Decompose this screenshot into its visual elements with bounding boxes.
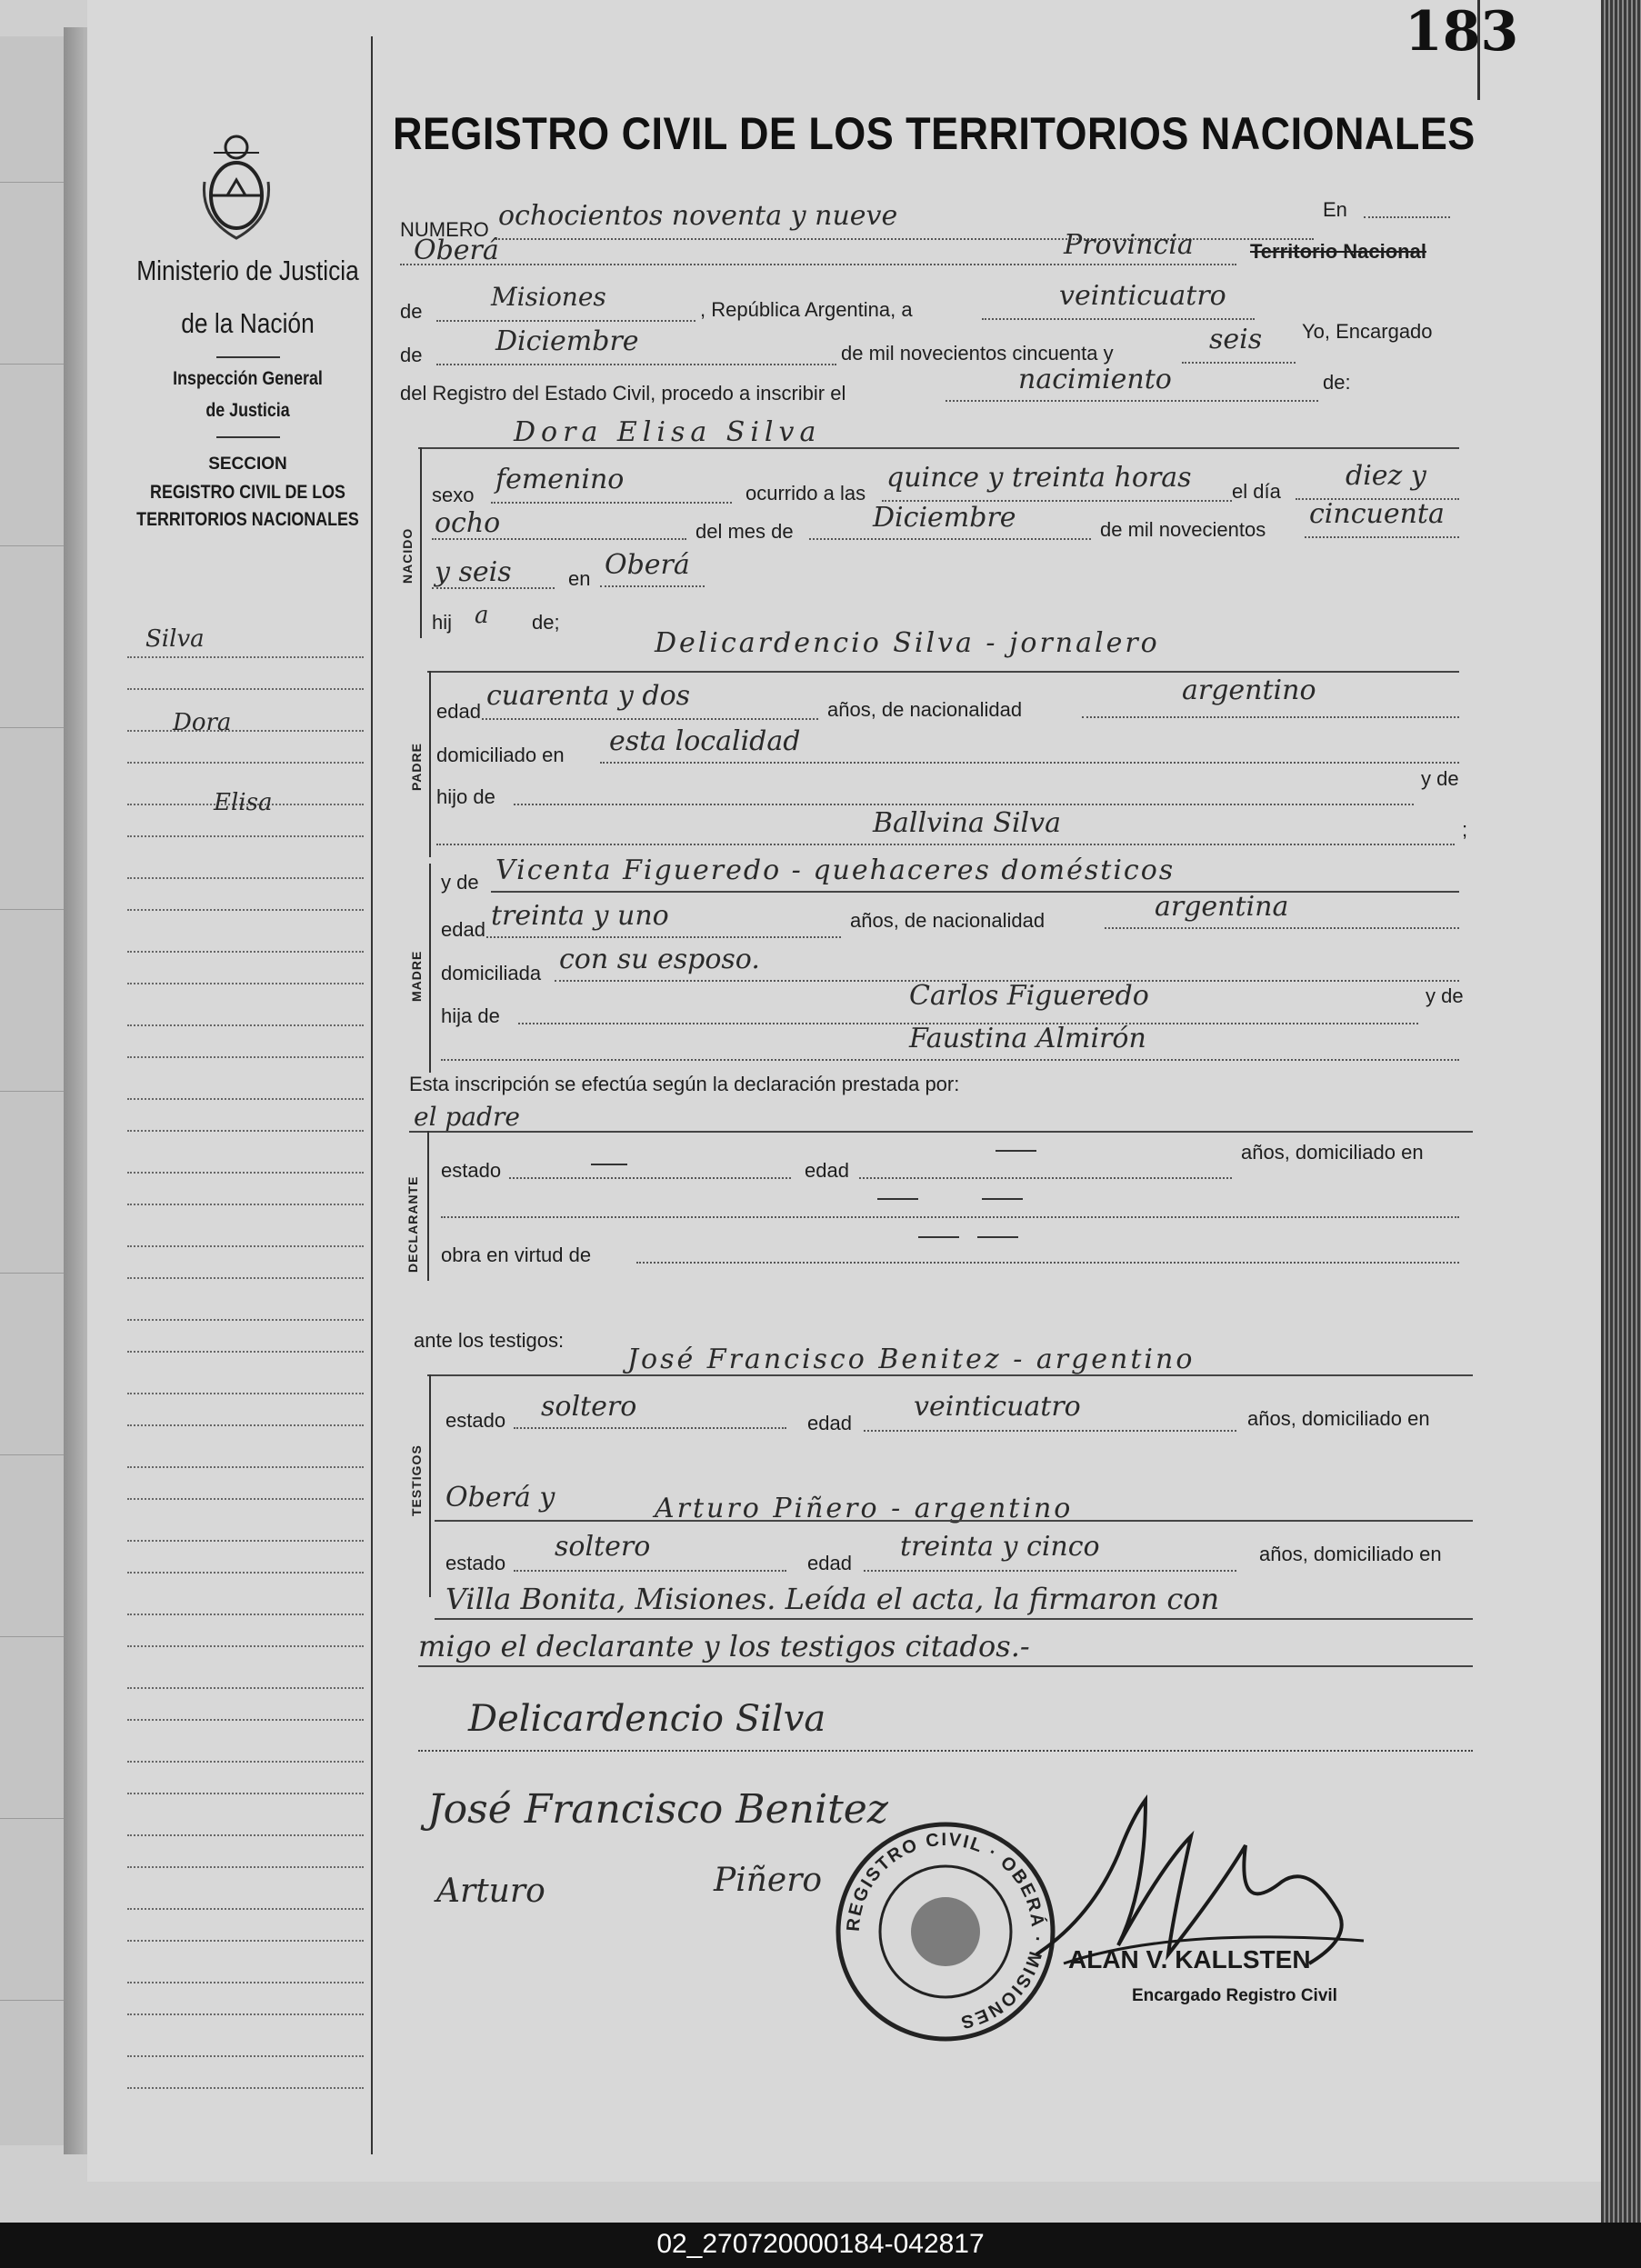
signature-declarant: Delicardencio Silva bbox=[468, 1698, 826, 1740]
section-name2: TERRITORIOS NACIONALES bbox=[136, 509, 359, 530]
ministry-line2: de la Nación bbox=[181, 307, 315, 339]
witness-2: Arturo Piñero - argentino bbox=[655, 1493, 1074, 1524]
mother-nationality: argentina bbox=[1155, 891, 1289, 923]
image-caption: 02_270720000184-042817 bbox=[656, 2229, 985, 2259]
closing-line-2: migo el declarante y los testigos citados.- bbox=[418, 1629, 1030, 1664]
official-title: Encargado Registro Civil bbox=[1132, 1986, 1337, 2005]
month: Diciembre bbox=[495, 325, 639, 357]
mother-father: Carlos Figueredo bbox=[909, 980, 1149, 1012]
child-name: Dora Elisa Silva bbox=[514, 416, 822, 448]
birth-day-2: ocho bbox=[435, 507, 501, 539]
father: Delicardencio Silva - jornalero bbox=[655, 627, 1160, 659]
section-name1: REGISTRO CIVIL DE LOS bbox=[150, 482, 345, 503]
mother-mother: Faustina Almirón bbox=[909, 1023, 1146, 1054]
closing-line-1: Villa Bonita, Misiones. Leída el acta, la firmaron con bbox=[445, 1582, 1220, 1616]
official-name: ALAN V. KALLSTEN bbox=[1068, 1945, 1311, 1973]
signature-witness-2a: Arturo bbox=[436, 1873, 545, 1910]
left-margin-divider bbox=[371, 36, 373, 2154]
birth-year-2: y seis bbox=[435, 556, 512, 588]
inspeccion-line1: Inspección General bbox=[173, 368, 323, 389]
page-number: 183 bbox=[1405, 0, 1519, 64]
place: Oberá bbox=[414, 235, 499, 266]
father-residence: esta localidad bbox=[609, 725, 801, 757]
inspeccion-line2: de Justicia bbox=[205, 400, 290, 421]
birth-place: Oberá bbox=[605, 549, 690, 581]
mother-age: treinta y uno bbox=[491, 900, 669, 932]
entry-number: ochocientos noventa y nueve bbox=[498, 200, 898, 232]
document-title: REGISTRO CIVIL DE LOS TERRITORIOS NACIONALES bbox=[393, 108, 1476, 159]
section-label: SECCION bbox=[208, 455, 287, 474]
day: veinticuatro bbox=[1059, 280, 1226, 312]
declarant: el padre bbox=[414, 1102, 520, 1132]
provincia-word: Provincia bbox=[1064, 229, 1194, 261]
signature-witness-2b: Piñero bbox=[714, 1862, 823, 1899]
father-nationality: argentino bbox=[1182, 674, 1316, 706]
scanned-page: 183 Ministerio de Justicia de la Nación Inspección General de Justicia SECCION REGISTRO CIVIL DE LOS TERRITORIOS NACIONALES Silva Dora Elisa REGISTRO CIVIL DE LOS TERRITORIOS NACIONALES NUMERO ochocientos noventa y nueve En Oberá Provincia Territorio Nacional de Misiones , República Argentina, a veinticuatro de Diciembre de mil novecientos cincuenta y seis Yo, Encargado del Registro del Estado Civil, procedo a inscribir el nacimiento de: Dora Elisa Silva NACIDO sexo femenino ocurrido a las quince y treinta horas el día diez y ocho del mes de Diciembre de mil novecientos cincuenta y seis en Oberá hij a de; Delicardencio Silva - jornalero PADRE edad cuarenta y dos años, de nacionalidad argentino domiciliado en esta localidad hijo de y de Ballvina Silva ; MADRE y de Vicenta Figueredo - quehaceres domésticos edad treinta y uno años, de nacionalidad argentina domiciliada con su esposo. hija de Carlos Figueredo y de Faustina Almirón Esta inscripción se efectúa según la declaración prestada por: el padre DECLARANTE estado edad años, domiciliado en obra en virtud de ante los testigos: José Francisco Benitez - argentino TESTIGOS estado soltero edad veinticuatro años, domiciliado en Oberá y Arturo Piñero - argentino estado soltero edad treinta y cinco años, domiciliado en Villa Bonita, Misiones. Leída el acta, la firmaron con migo el declarante y los testigos citados.- Delicardencio Silva José Francisco Benitez Arturo Piñero REGISTRO CIVIL · OBERÁ · MISIONES ALAN V. KALLSTEN Encargado Registro Civil bbox=[0, 0, 1641, 2223]
witness-2-status: soltero bbox=[555, 1531, 651, 1563]
witness-1-age: veinticuatro bbox=[914, 1391, 1081, 1423]
witness-1-residence: Oberá y bbox=[445, 1482, 555, 1514]
witness-1: José Francisco Benitez - argentino bbox=[627, 1344, 1196, 1375]
sex: femenino bbox=[495, 464, 625, 495]
birth-time: quince y treinta horas bbox=[886, 462, 1192, 494]
father-age: cuarenta y dos bbox=[486, 680, 691, 712]
father-parent: Ballvina Silva bbox=[873, 807, 1061, 839]
ministry-line1: Ministerio de Justicia bbox=[136, 255, 359, 286]
coat-of-arms-icon bbox=[195, 127, 277, 245]
margin-second-name: Elisa bbox=[214, 789, 273, 816]
previous-page-edge bbox=[0, 36, 65, 2145]
mother: Vicenta Figueredo - quehaceres domésticos bbox=[495, 854, 1176, 886]
territorio-struck: Territorio Nacional bbox=[1250, 240, 1426, 263]
hij-suffix: a bbox=[475, 602, 489, 629]
witness-1-status: soltero bbox=[541, 1391, 637, 1423]
signature-witness-1: José Francisco Benitez bbox=[427, 1786, 888, 1833]
year-word: seis bbox=[1209, 324, 1263, 355]
witness-2-age: treinta y cinco bbox=[900, 1531, 1100, 1563]
margin-surname: Silva bbox=[145, 625, 205, 653]
mother-residence: con su esposo. bbox=[559, 944, 760, 975]
birth-day-1: diez y bbox=[1346, 460, 1426, 492]
page-stack-edge bbox=[1601, 0, 1641, 2223]
stamp-text: REGISTRO CIVIL · OBERÁ · MISIONES bbox=[843, 1829, 1048, 2033]
act-type: nacimiento bbox=[1018, 364, 1172, 395]
birth-month: Diciembre bbox=[873, 502, 1016, 534]
province-name: Misiones bbox=[491, 282, 606, 312]
margin-first-name: Dora bbox=[173, 709, 232, 736]
birth-year-1: cincuenta bbox=[1309, 498, 1445, 530]
